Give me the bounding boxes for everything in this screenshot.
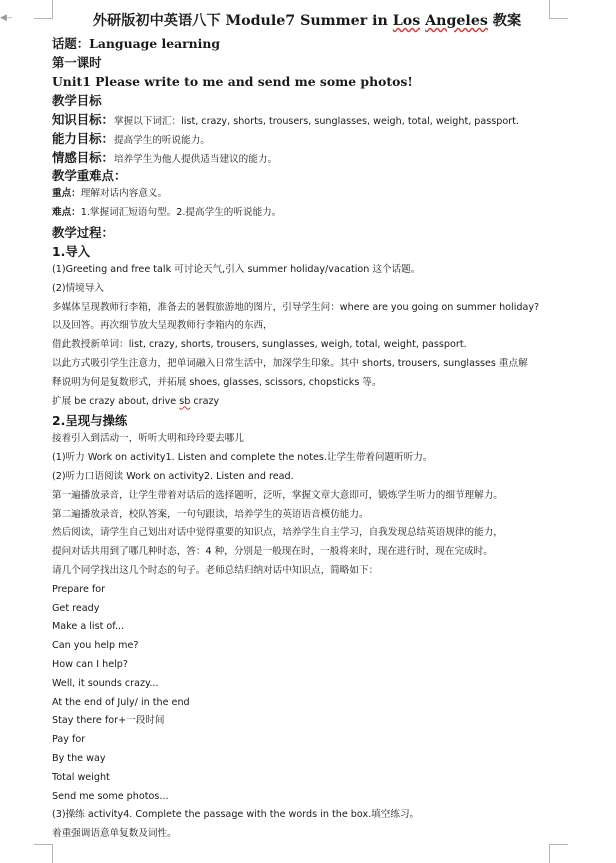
page-title (52, 12, 562, 34)
document-body (52, 12, 562, 844)
topic-value: Language learning (89, 36, 221, 51)
step1-line: 以及回答。再次细节放大呈现教师行李箱内的东西， (52, 320, 273, 332)
phrase-item: Stay there for+一段时间 (52, 715, 165, 727)
step2-line: 第二遍播放录音，校队答案，一句句跟读，培养学生的英语语音模仿能力。 (52, 508, 369, 520)
goal-knowledge (52, 110, 562, 129)
phrase-item: Send me some photos... (52, 790, 169, 802)
step2-line: 着重强调语意单复数及词性。 (52, 828, 177, 840)
step1-line: (1)Greeting and free talk 可讨论天气,引入 summer holiday/vacation 这个话题。 (52, 263, 421, 275)
page-corner-mark-bottom-right (549, 844, 568, 863)
page-corner-mark-top-left (34, 0, 53, 19)
phrase-item: Prepare for (52, 583, 106, 595)
title-word-angeles: Angeles (425, 13, 488, 29)
extend-text-start: 扩展 be crazy about, drive (52, 395, 180, 407)
title-text-start: 外研版初中英语八下 Module7 Summer in (92, 13, 393, 29)
step2-heading: 2.呈现与操练 (52, 413, 128, 429)
step2-line: 请几个同学找出这几个时态的句子。老师总结归纳对话中知识点，简略如下： (52, 564, 379, 576)
goal-ability (52, 129, 562, 148)
page-corner-mark-bottom-left (34, 844, 53, 863)
key-point (52, 185, 562, 204)
extend-text-end: crazy (190, 395, 220, 407)
step1-line: 借此教授新单词：list, crazy, shorts, trousers, sunglasses, weigh, total, weight, passport. (52, 339, 467, 351)
step1-line: 以此方式吸引学生注意力，把单词融入日常生活中，加深学生印象。其中 shorts, trousers, sunglasses 重点解 (52, 357, 528, 369)
step2-line: 提问对话共用到了哪几种时态，答：4 种，分别是一般现在时，一般将来时，现在进行时，现在完成时。 (52, 546, 493, 558)
goal-emotion-text: 培养学生为他人提供适当建议的能力。 (113, 153, 278, 165)
goal-knowledge-text: 掌握以下词汇：list, crazy, shorts, trousers, sunglasses, weigh, total, weight, passport. (113, 116, 519, 127)
keypoints-heading: 教学重难点： (52, 168, 127, 184)
step2-line: (1)听力 Work on activity1. Listen and complete the notes.让学生带着问题听听力。 (52, 452, 433, 464)
step1-line: 释说明为何是复数形式，并拓展 shoes, glasses, scissors, chopsticks 等。 (52, 376, 382, 388)
step2-line: 第一遍播放录音，让学生带着对话后的选择题听，泛听，掌握文章大意即可，锻炼学生听力的细节理解力。 (52, 489, 503, 501)
goals-heading: 教学目标 (52, 93, 102, 108)
unit-heading: Unit1 Please write to me and send me some photos! (52, 74, 413, 89)
phrase-item: Well, it sounds crazy... (52, 677, 159, 689)
phrase-item: At the end of July/ in the end (52, 696, 190, 708)
goal-ability-label: 能力目标： (52, 130, 114, 146)
goal-emotion-label: 情感目标： (52, 149, 114, 165)
phrase-item: Make a list of... (52, 621, 125, 633)
phrase-item: Can you help me? (52, 640, 139, 652)
key-point-text: 理解对话内容意义。 (80, 188, 168, 200)
phrase-item: Total weight (52, 771, 110, 783)
step2-line: 接着引入到活动一，听听大明和玲玲要去哪儿 (52, 433, 244, 445)
phrase-item: Pay for (52, 734, 86, 746)
step2-line: (3)操练 activity4. Complete the passage with the words in the box.填空练习。 (52, 809, 420, 821)
lesson-heading: 第一课时 (52, 55, 102, 70)
phrase-item: How can I help? (52, 658, 128, 670)
goal-knowledge-label: 知识目标： (52, 112, 114, 127)
phrase-item: Get ready (52, 602, 100, 614)
step2-line: 然后阅读，请学生自己划出对话中觉得重要的知识点，培养学生自主学习，自我发现总结英语规律的能力， (52, 527, 503, 539)
goal-ability-text: 提高学生的听说能力。 (113, 134, 210, 146)
step1-line: 多媒体呈现教师行李箱，准备去的暑假旅游地的图片，引导学生问：where are you going on summer holiday? (52, 301, 540, 313)
step1-line: (2)情境导入 (52, 282, 104, 294)
title-word-los: Los (392, 13, 421, 29)
goal-emotion (52, 148, 562, 167)
collapse-arrow-icon[interactable]: ◀‒ (0, 13, 13, 23)
extend-word-sb: sb (179, 395, 191, 407)
difficult-point (52, 204, 562, 223)
key-point-label: 重点： (52, 188, 81, 200)
step1-heading: 1.导入 (52, 243, 91, 259)
topic-label: 话题： (52, 36, 90, 51)
difficult-point-text: 1.掌握词汇短语句型。2.提高学生的听说能力。 (80, 207, 282, 219)
topic-line (52, 34, 562, 53)
phrase-item: By the way (52, 752, 106, 764)
step2-line: (2)听力口语阅读 Work on activity2. Listen and read. (52, 470, 294, 482)
process-heading: 教学过程： (52, 224, 114, 240)
title-text-end: 教案 (487, 13, 522, 29)
difficult-point-label: 难点： (52, 207, 81, 219)
step1-line (52, 393, 562, 412)
